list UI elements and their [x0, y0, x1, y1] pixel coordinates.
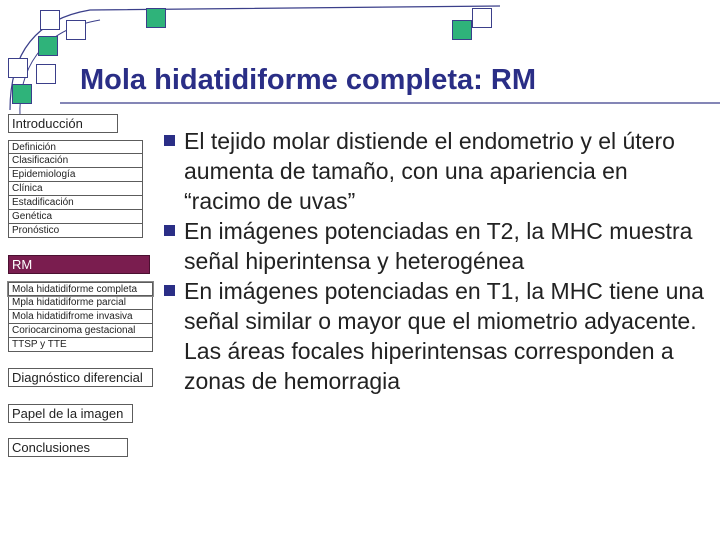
decor-square	[8, 58, 28, 78]
decor-square	[38, 36, 58, 56]
nav-item-mola-completa[interactable]: Mola hidatidiforme completa	[8, 282, 153, 296]
bullet-item	[160, 276, 710, 396]
nav-introduccion[interactable]: Introducción	[8, 114, 118, 133]
nav-item-clasificacion[interactable]: Clasificación	[8, 154, 143, 168]
decor-square	[452, 20, 472, 40]
nav-intro-group	[8, 140, 143, 238]
nav-item-clinica[interactable]: Clínica	[8, 182, 143, 196]
decorative-frame	[0, 0, 720, 120]
nav-diagnostico[interactable]: Diagnóstico diferencial	[8, 368, 153, 387]
nav-item-pronostico[interactable]: Pronóstico	[8, 224, 143, 238]
decor-square	[146, 8, 166, 28]
bullet-item	[160, 126, 710, 216]
nav-item-mola-parcial[interactable]: Mpla hidatidiforme parcial	[8, 296, 153, 310]
nav-item-genetica[interactable]: Genética	[8, 210, 143, 224]
decor-square	[66, 20, 86, 40]
nav-rm-group	[8, 282, 153, 352]
decor-square	[40, 10, 60, 30]
nav-item-estadificacion[interactable]: Estadificación	[8, 196, 143, 210]
bullet-text: El tejido molar distiende el endometrio y el útero aumenta de tamaño, con una apariencia en “racimo de uvas”	[184, 128, 675, 214]
bullet-square-icon	[164, 225, 175, 236]
bullet-square-icon	[164, 135, 175, 146]
nav-conclusiones[interactable]: Conclusiones	[8, 438, 128, 457]
nav-item-definicion[interactable]: Definición	[8, 140, 143, 154]
nav-item-mola-invasiva[interactable]: Mola hidatidifrome invasiva	[8, 310, 153, 324]
slide-title: Mola hidatidiforme completa: RM	[80, 64, 536, 96]
bullet-item	[160, 216, 710, 276]
bullet-list	[160, 126, 710, 396]
nav-item-epidemiologia[interactable]: Epidemiología	[8, 168, 143, 182]
bullet-text: En imágenes potenciadas en T2, la MHC muestra señal hiperintensa y heterogénea	[184, 218, 693, 274]
decor-square	[472, 8, 492, 28]
bullet-text: En imágenes potenciadas en T1, la MHC tiene una señal similar o mayor que el miometrio adyacente. Las áreas focales hiperintensas corresponden a zonas de hemorragia	[184, 278, 704, 394]
nav-rm[interactable]: RM	[8, 255, 150, 274]
nav-papel-imagen[interactable]: Papel de la imagen	[8, 404, 133, 423]
bullet-square-icon	[164, 285, 175, 296]
nav-item-coriocarcinoma[interactable]: Coriocarcinoma gestacional	[8, 324, 153, 338]
nav-item-ttsp-tte[interactable]: TTSP y TTE	[8, 338, 153, 352]
decor-square	[36, 64, 56, 84]
decor-square	[12, 84, 32, 104]
